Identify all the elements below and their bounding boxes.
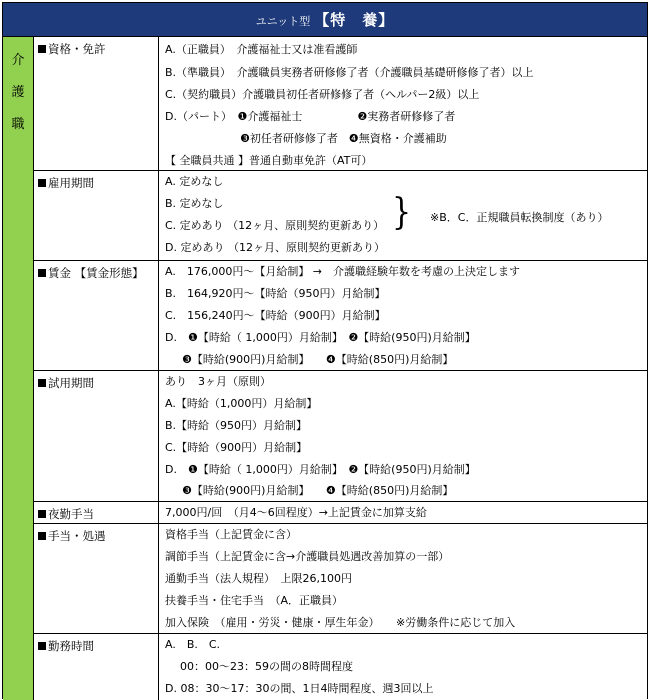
header-prefix: ユニット型 — [255, 15, 311, 28]
text-line: A. 定めなし — [165, 175, 224, 188]
row-content — [160, 171, 647, 260]
row-trial-period — [34, 371, 647, 502]
text-line: ❸初任者研修修了者 ❹無資格・介護補助 — [240, 132, 447, 145]
text-line: ❸【時給(900円)月給制】 ❹【時給(850円)月給制】 — [182, 484, 454, 497]
row-wages — [34, 261, 647, 371]
text-line: 調節手当（上記賃金に含→介護職員処遇改善加算の一部） — [165, 550, 450, 563]
text-line: C.【時給（900円）月給制】 — [165, 441, 308, 454]
job-category-column — [3, 37, 34, 700]
row-content — [160, 261, 647, 370]
recruitment-table — [2, 2, 648, 699]
brace-icon: } — [392, 191, 412, 234]
category-label: 手当・処遇 — [34, 524, 159, 633]
text-line: 7,000円/回 （月4～6回程度）→上記賃金に加算支給 — [165, 506, 427, 519]
text-line: A. B. C. — [165, 638, 221, 651]
text-line: 扶養手当・住宅手当 （A．正職員） — [165, 594, 344, 607]
row-content — [160, 502, 647, 523]
row-content — [160, 634, 647, 700]
text-line: D. ❶【時給（ 1,000円）月給制】 ❷【時給(950円)月給制】 — [165, 463, 476, 476]
text-line: 00：00～23：59の間の8時間程度 — [180, 660, 353, 673]
category-label: 試用期間 — [34, 371, 159, 501]
text-line: あり 3ヶ月（原則） — [165, 375, 271, 388]
text-line: C. 定めあり （12ヶ月、原則契約更新あり） — [165, 219, 385, 232]
table-header — [3, 3, 647, 37]
text-line: 資格手当（上記賃金に含） — [165, 528, 297, 541]
category-label: 資格・免許 — [34, 37, 159, 170]
text-line: 【 全職員共通 】普通自動車免許（AT可） — [165, 154, 373, 167]
text-line: D. 定めあり （12ヶ月、原則契約更新あり） — [165, 241, 385, 254]
row-allowances — [34, 524, 647, 634]
header-title: 【特 養】 — [314, 11, 395, 29]
row-content — [160, 37, 647, 170]
category-label: 賃金 【賃金形態】 — [34, 261, 159, 370]
category-label: 勤務時間 — [34, 634, 159, 700]
row-content — [160, 524, 647, 633]
text-line: D. 08：30～17：30の間、1日4時間程度、週3回以上 — [165, 682, 434, 695]
text-line: A.【時給（1,000円）月給制】 — [165, 397, 318, 410]
text-line: B. 定めなし — [165, 197, 224, 210]
text-line: D.（パート） ❶介護福祉士 ❷実務者研修修了者 — [165, 110, 456, 123]
text-line: A.（正職員） 介護福祉士又は准看護師 — [165, 43, 358, 56]
category-label: 雇用期間 — [34, 171, 159, 260]
row-night-allowance — [34, 502, 647, 524]
text-line: A. 176,000円～【月給制】 → 介護職経験年数を考慮の上決定します — [165, 265, 521, 278]
text-line: B. 164,920円～【時給（950円）月給制】 — [165, 287, 386, 300]
text-line: B.【時給（950円）月給制】 — [165, 419, 308, 432]
row-content — [160, 371, 647, 501]
text-line: C. 156,240円～【時給（900円）月給制】 — [165, 309, 386, 322]
row-working-hours — [34, 634, 647, 700]
job-category-label: 介 護 職 — [11, 53, 25, 132]
text-line: C.（契約職員）介護職員初任者研修修了者（ヘルパー2級）以上 — [165, 88, 480, 101]
text-line: D. ❶【時給（ 1,000円）月給制】 ❷【時給(950円)月給制】 — [165, 331, 476, 344]
category-label: 夜勤手当 — [34, 502, 159, 523]
conversion-note: ※B．C．正規職員転換制度（あり） — [430, 211, 609, 224]
text-line: B.（準職員） 介護職員実務者研修修了者（介護職員基礎研修修了者）以上 — [165, 66, 534, 79]
row-qualifications — [34, 37, 647, 171]
text-line: 通勤手当（法人規程） 上限26,100円 — [165, 572, 352, 585]
row-employment-period — [34, 171, 647, 261]
text-line: ❸【時給(900円)月給制】 ❹【時給(850円)月給制】 — [182, 353, 454, 366]
text-line: 加入保険 （雇用・労災・健康・厚生年金） ※労働条件に応じて加入 — [165, 616, 516, 629]
